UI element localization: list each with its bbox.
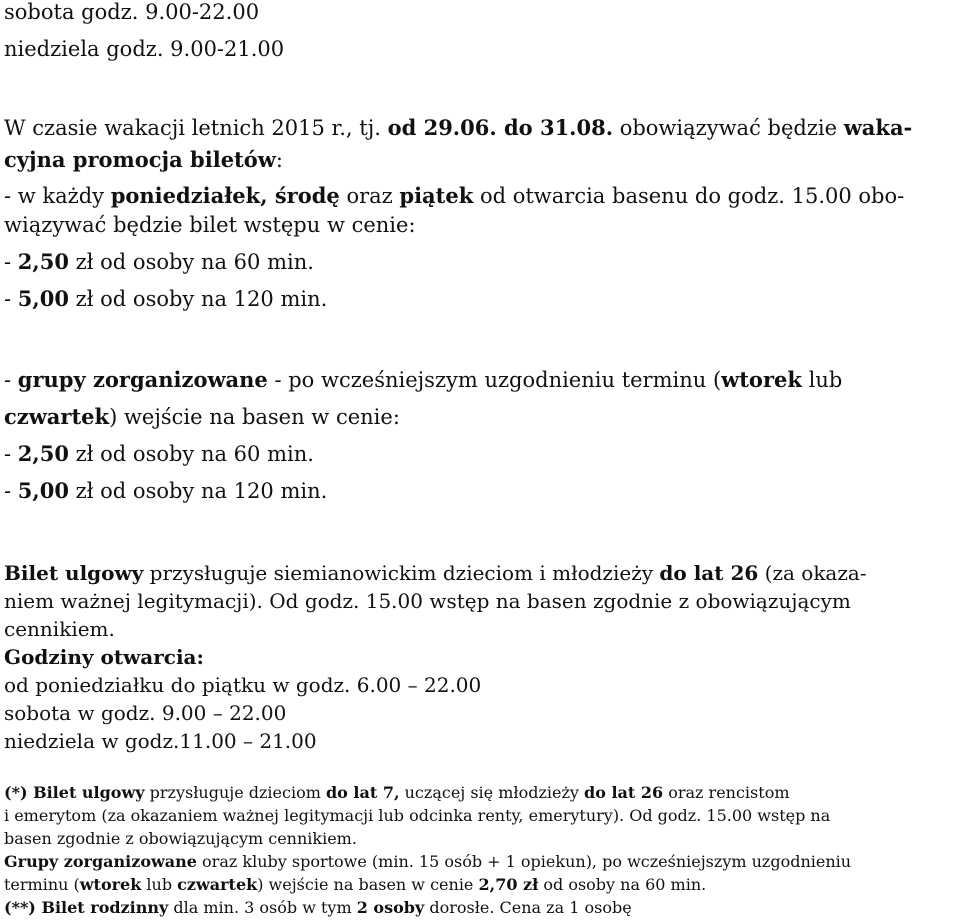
- groups-price-120: - 5,00 zł od osoby na 120 min.: [4, 478, 328, 503]
- discount-line-2: niem ważnej legitymacji). Od godz. 15.00 wstęp na basen zgodnie z obowiązującym: [4, 589, 851, 613]
- summer-line-4: wiązywać będzie bilet wstępu w cenie:: [4, 213, 416, 237]
- opening-saturday: sobota w godz. 9.00 – 22.00: [4, 701, 287, 725]
- note-discount-line-2: i emerytom (za okazaniem ważnej legitymacji lub odcinka renty, emerytury). Od godz. 15.00 wstęp na: [4, 806, 831, 825]
- note-discount-line-3: basen zgodnie z obowiązującym cennikiem.: [4, 829, 357, 848]
- groups-line-2: czwartek) wejście na basen w cenie:: [4, 404, 400, 429]
- opening-title: Godziny otwarcia:: [4, 645, 204, 669]
- opening-weekdays: od poniedziałku do piątku w godz. 6.00 – 22.00: [4, 673, 482, 697]
- note-family-ticket: (**) Bilet rodzinny dla min. 3 osób w tym 2 osoby dorosłe. Cena za 1 osobę: [4, 898, 632, 917]
- note-discount-line-1: (*) Bilet ulgowy przysługuje dzieciom do lat 7, uczącej się młodzieży do lat 26 oraz rencistom: [4, 783, 790, 802]
- discount-line-3: cennikiem.: [4, 617, 115, 641]
- summer-price-60: - 2,50 zł od osoby na 60 min.: [4, 249, 314, 274]
- summer-line-3: - w każdy poniedziałek, środę oraz piątek od otwarcia basenu do godz. 15.00 obo-: [4, 183, 905, 208]
- hours-saturday: sobota godz. 9.00-22.00: [4, 0, 260, 24]
- groups-line-1: - grupy zorganizowane - po wcześniejszym uzgodnieniu terminu (wtorek lub: [4, 367, 843, 392]
- groups-price-60: - 2,50 zł od osoby na 60 min.: [4, 441, 314, 466]
- summer-price-120: - 5,00 zł od osoby na 120 min.: [4, 286, 328, 311]
- summer-line-1: W czasie wakacji letnich 2015 r., tj. od 29.06. do 31.08. obowiązywać będzie waka-: [4, 115, 913, 140]
- hours-sunday: niedziela godz. 9.00-21.00: [4, 37, 285, 61]
- opening-sunday: niedziela w godz.11.00 – 21.00: [4, 729, 317, 753]
- summer-line-2: cyjna promocja biletów:: [4, 147, 283, 172]
- note-groups-line-1: Grupy zorganizowane oraz kluby sportowe (min. 15 osób + 1 opiekun), po wcześniejszym uzgodnieniu: [4, 852, 852, 871]
- discount-line-1: Bilet ulgowy przysługuje siemianowickim dzieciom i młodzieży do lat 26 (za okaza-: [4, 561, 867, 585]
- note-groups-line-2: terminu (wtorek lub czwartek) wejście na basen w cenie 2,70 zł od osoby na 60 min.: [4, 875, 707, 894]
